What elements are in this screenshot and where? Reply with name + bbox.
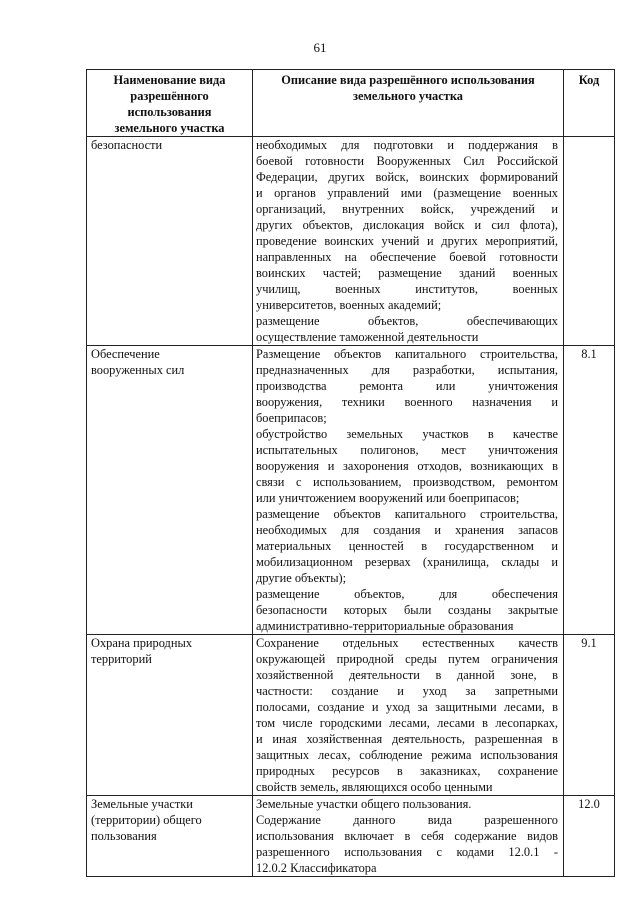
header-description-line: земельного участка [353, 89, 463, 103]
land-use-description-line: предназначенных для разработки, испытания, [256, 363, 558, 377]
land-use-description-line: Размещение объектов капитального строительства, [256, 347, 558, 361]
land-use-description-line: направленных на обеспечение боевой готовности [256, 250, 558, 264]
land-use-description-line: Федерации, других войск, воинских формирований [256, 170, 558, 184]
land-use-name-cell [87, 137, 253, 346]
land-use-code-cell: 12.0 [564, 796, 615, 877]
land-use-description-line: окружающей природной среды путем ограничения [256, 652, 558, 666]
table-row [87, 137, 615, 346]
land-use-description-line: материальных ценностей в государственном и [256, 539, 558, 553]
land-use-description-cell [253, 346, 564, 635]
land-use-description-line: размещение объектов, для обеспечения [256, 587, 558, 601]
land-use-description-line: и иная хозяйственная деятельность, разрешенная в [256, 732, 558, 746]
land-use-description-line: других объектов, дислокация войск и сил флота), [256, 218, 558, 232]
land-use-name-line: Обеспечение [91, 347, 160, 361]
land-use-name-line: Земельные участки [91, 797, 193, 811]
table-body [87, 137, 615, 877]
page-number: 61 [313, 40, 327, 55]
land-use-name-line: безопасности [91, 138, 163, 152]
land-use-description-line: разрешенного использования с кодами 12.0.1 - [256, 845, 558, 859]
land-use-description-line: безопасности которых были созданы закрытые [256, 603, 558, 617]
land-use-description-line: вооружения, техники военного назначения и [256, 395, 558, 409]
land-use-description-line: хозяйственной деятельности в данной зоне, в [256, 668, 558, 682]
land-use-description-line: и органов управлений ими (размещение военных [256, 186, 558, 200]
land-use-name-cell [87, 796, 253, 877]
header-name-line: использования [127, 105, 212, 119]
land-use-description-line: административно-территориальные образования [256, 619, 514, 633]
land-use-description-cell [253, 796, 564, 877]
land-use-name-line: (территории) общего [91, 813, 202, 827]
header-description [253, 70, 564, 137]
header-name-line: разрешённого [130, 89, 209, 103]
land-use-name-line: вооруженных сил [91, 363, 185, 377]
land-use-description-line: необходимых для подготовки и поддержания в [256, 138, 558, 152]
land-use-description-line: производства ремонта или уничтожения [256, 379, 558, 393]
land-use-description-line: защитных лесах, соблюдение режима использования [256, 748, 558, 762]
land-use-description-line: Содержание данного вида разрешенного [256, 813, 558, 827]
land-use-description-line: университетов, военных академий; [256, 298, 442, 312]
table-row [87, 635, 615, 796]
land-use-description-line: Сохранение отдельных естественных качеств [256, 636, 558, 650]
land-use-description-line: использования включает в себя содержание видов [256, 829, 558, 843]
table-header-row [87, 70, 615, 137]
land-use-description-line: организаций, внутренних войск, учреждений и [256, 202, 558, 216]
land-use-description-line: 12.0.2 Классификатора [256, 861, 377, 875]
land-use-description-line: испытательных полигонов, мест уничтожения [256, 443, 558, 457]
land-use-description-line: училищ, военных институтов, военных [256, 282, 558, 296]
land-use-description-line: боеприпасов; [256, 411, 327, 425]
land-use-description-line: осуществление таможенной деятельности [256, 330, 479, 344]
land-use-description-line: вооружения и захоронения отходов, возникающих в [256, 459, 558, 473]
table-row [87, 796, 615, 877]
land-use-description-line: полосами, создание и уход за защитными лесами, в [256, 700, 558, 714]
table-row [87, 346, 615, 635]
header-code: Код [564, 70, 615, 137]
land-use-description-line: размещение объектов капитального строительства, [256, 507, 558, 521]
land-use-description-line: свойств земель, являющихся особо ценными [256, 780, 493, 794]
land-use-name-line: Охрана природных [91, 636, 193, 650]
land-use-description-line: проведение воинских учений и других мероприятий, [256, 234, 558, 248]
land-use-description-line: необходимых для создания и хранения запасов [256, 523, 558, 537]
land-use-code-cell [564, 137, 615, 346]
header-name [87, 70, 253, 137]
land-use-description-cell [253, 635, 564, 796]
land-use-description-line: Земельные участки общего пользования. [256, 797, 472, 811]
land-use-description-line: мобилизационном резервах (хранилища, склады и [256, 555, 558, 569]
header-name-line: Наименование вида [113, 73, 226, 87]
land-use-description-line: том числе городскими лесами, лесами в лесопарках, [256, 716, 558, 730]
land-use-description-line: или уничтожением вооружений или боеприпасов; [256, 491, 520, 505]
land-use-description-line: частности: создание и уход за запретными [256, 684, 558, 698]
land-use-name-line: пользования [91, 829, 157, 843]
land-use-code-cell: 9.1 [564, 635, 615, 796]
land-use-description-cell [253, 137, 564, 346]
land-use-name-line: территорий [91, 652, 152, 666]
land-use-name-cell [87, 346, 253, 635]
header-description-line: Описание вида разрешённого использования [281, 73, 535, 87]
land-use-name-cell [87, 635, 253, 796]
header-name-line: земельного участка [114, 121, 225, 135]
land-use-description-line: боевой готовности Вооруженных Сил Российской [256, 154, 558, 168]
land-use-description-line: воинских частей; размещение зданий военных [256, 266, 558, 280]
land-use-description-line: размещение объектов, обеспечивающих [256, 314, 558, 328]
land-use-code-cell: 8.1 [564, 346, 615, 635]
land-use-description-line: связи с использованием, производством, ремонтом [256, 475, 558, 489]
land-use-table [86, 69, 615, 877]
land-use-description-line: другие объекты); [256, 571, 347, 585]
land-use-description-line: природных ресурсов в заказниках, сохранение [256, 764, 558, 778]
land-use-description-line: обустройство земельных участков в качестве [256, 427, 558, 441]
